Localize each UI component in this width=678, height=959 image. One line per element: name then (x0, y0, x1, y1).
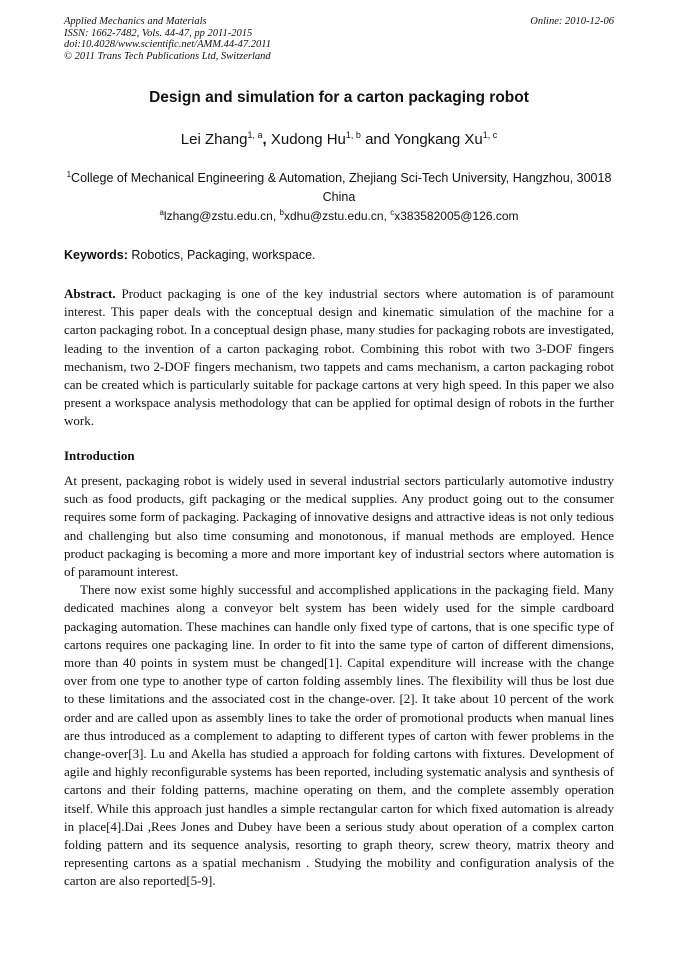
author-name: Yongkang Xu (394, 131, 483, 148)
email-mark: c (390, 208, 395, 217)
section-heading-introduction: Introduction (64, 448, 135, 463)
author-affil-mark: 1, a (247, 130, 263, 140)
abstract-label: Abstract. (64, 286, 116, 301)
abstract (64, 285, 614, 431)
affiliation-country: China (322, 190, 356, 205)
online-date: Online: 2010-12-06 (530, 16, 614, 27)
journal-name: Applied Mechanics and Materials (64, 16, 207, 27)
author-name: Xudong Hu (270, 131, 346, 148)
author-name: Lei Zhang (180, 131, 248, 148)
email-mark: b (279, 208, 284, 217)
body-paragraph: At present, packaging robot is widely used in several industrial sectors particularly automotive industry such as food products, gift packaging or the medical supplies. Any product going out to the consumer requires some form of packaging. Packaging of innovative designs and attractive ideas is not only tedious and challenging but also time consuming and monotonous, if manual methods are employed. Hence product packaging is becoming a more and more important key of industrial sectors where automation is of paramount interest. (64, 473, 614, 580)
doi-line: doi:10.4028/www.scientific.net/AMM.44-47.2011 (64, 39, 271, 50)
keywords-label: Keywords: (64, 248, 128, 262)
paper-title: Design and simulation for a carton packaging robot (149, 89, 529, 106)
email-address[interactable]: xdhu@zstu.edu.cn, (283, 209, 387, 223)
keywords-text: Robotics, Packaging, workspace. (131, 248, 316, 262)
body-paragraph: There now exist some highly successful and accomplished applications in the packaging field. Many dedicated machines along a conveyor belt system has been widely used for the simple cardboard packaging automation. These machines can handle only fixed type of cartons, that is one specific type of cartons requires one packaging line. In order to fit into the same type of carton of different dimensions, more than 40 points in system must be changed[1]. Capital expenditure will increase with the change over from one type to another type of carton folding assembly lines. The flexibility will thus be lost due to these limitations and the associated cost in the change-over. [2]. It take about 10 percent of the work order and are called upon as assembly lines to take the order of promotional products when manual lines are thus introduced as a complement to adapting to different types of carton with fewer problems in the change-over[3]. Lu and Akella has studied a approach for folding cartons with fixtures. Development of agile and highly reconfigurable systems has been reported, including systematic analysis and synthesis of cartons and their folding patterns, machine operating on them, and the complete assembly operation itself. While this approach just handles a simple rectangular carton for which fixed automation is already in place[4].Dai ,Rees Jones and Dubey have been a serious study about operation of a complex carton folding pattern and its sequence analysis, resorting to graph theory, screw theory, matrix theory and representing cartons as a spatial mechanism . Studying the mobility and configuration analysis of the carton are also reported[5-9]. (64, 582, 614, 889)
copyright-line: © 2011 Trans Tech Publications Ltd, Switzerland (64, 50, 271, 62)
abstract-text: Product packaging is one of the key industrial sectors where automation is of paramount interest. This paper deals with the conceptual design and kinematic simulation of the machine for a carton packaging robot. In a conceptual design phase, many studies for packaging robots are investigated, leading to the invention of a carton packaging robot. Combining this robot with two 3-DOF fingers mechanism, two 2-DOF fingers mechanism, two tappets and cams mechanism, a carton packaging robot can be created which is particularly suitable for package cartons at very high speed. In this paper we also present a workspace analysis methodology that can be applied for optimal design of robots in the further work. (64, 286, 615, 429)
email-mark: a (159, 208, 164, 217)
author-affil-mark: 1, c (482, 130, 498, 140)
author-list: Lei Zhang$^{1, a}$, Xudong Hu$^{1, b}$ and Yongkang Xu$^{1, c}$ (180, 130, 498, 148)
affiliation (64, 165, 614, 207)
journal-header (64, 16, 614, 62)
affiliation-mark: 1 (66, 170, 72, 179)
keywords (64, 248, 614, 262)
affiliation-text: College of Mechanical Engineering & Automation, Zhejiang Sci-Tech University, Hangzhou, 30018 (71, 171, 612, 186)
issn-line: ISSN: 1662-7482, Vols. 44-47, pp 2011-2015 (64, 27, 253, 39)
email-address[interactable]: lzhang@zstu.edu.cn, (163, 209, 277, 223)
introduction-body (64, 472, 614, 891)
email-address[interactable]: x383582005@126.com (394, 209, 519, 223)
author-affil-mark: 1, b (345, 130, 361, 140)
email-list (64, 208, 614, 223)
